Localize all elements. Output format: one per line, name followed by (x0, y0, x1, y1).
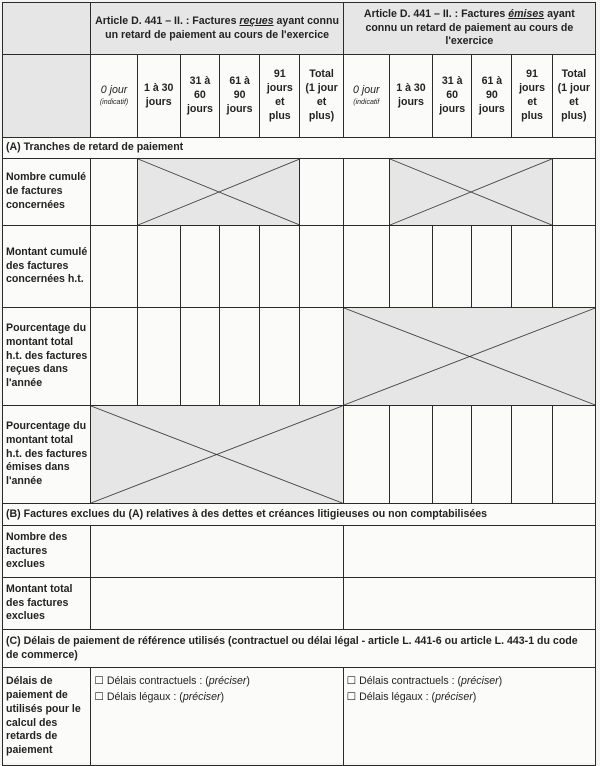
cell-received-pct-total[interactable] (300, 308, 343, 406)
col-received-61-90: 61 à 90 jours (220, 55, 260, 138)
cell-issued-pct-0[interactable] (343, 406, 389, 504)
col-issued-0-note: (indicatif (353, 99, 380, 107)
cell-received-pct-issued-crossed (91, 406, 343, 504)
option-text: Délais contractuels : ( (106, 675, 209, 687)
cell-received-pct-2[interactable] (180, 308, 219, 406)
checkbox-icon[interactable]: ☐ (94, 690, 104, 703)
cell-received-pct-4[interactable] (260, 308, 300, 406)
row-label-excluded-count: Nombre des factures exclues (3, 526, 91, 578)
checkbox-icon[interactable]: ☐ (346, 690, 357, 703)
section-a-title: (A) Tranches de retard de paiement (3, 138, 596, 159)
cell-issued-pct-2[interactable] (433, 406, 472, 504)
col-received-0-main: 0 jour (100, 84, 128, 97)
row-label-payment-terms: Délais de paiement de utilisés pour le calcul des retards de paiement (3, 668, 91, 766)
col-received-total: Total (1 jour et plus) (300, 55, 343, 138)
col-received-31-60: 31 à 60 jours (180, 55, 219, 138)
header-issued-suffix: ayant connu un retard de paiement au cours de l'exercice (365, 7, 575, 48)
cell-received-amount-1[interactable] (137, 226, 180, 308)
column-header-corner (3, 55, 91, 138)
header-received-prefix: Article D. 441 – II. : Factures (95, 14, 240, 27)
col-received-1-30: 1 à 30 jours (137, 55, 180, 138)
option-suffix: ) (246, 675, 250, 687)
col-issued-31-60: 31 à 60 jours (433, 55, 472, 138)
section-c-title: (C) Délais de paiement de référence utilisés (contractuel ou délai légal - article L. 441-6 ou article L. 443-1 du code de commerce) (3, 630, 596, 668)
cell-issued-pct-4[interactable] (512, 406, 552, 504)
option-emph: préciser (182, 690, 221, 703)
option-text: Délais contractuels : ( (359, 675, 461, 687)
option-text: Délais légaux : ( (359, 690, 436, 703)
cell-received-count-0[interactable] (91, 159, 137, 226)
row-label-amount: Montant cumulé des factures concernées h.t. (3, 226, 91, 308)
header-received-suffix: ayant connu un retard de paiement au cours de l'exercice (105, 14, 339, 41)
header-issued-prefix: Article D. 441 – II. : Factures (363, 7, 509, 20)
cell-received-pct-3[interactable] (220, 308, 260, 406)
late-payment-table (2, 2, 596, 766)
cell-received-excluded-count[interactable] (91, 526, 343, 578)
checkbox-icon[interactable]: ☐ (346, 675, 357, 687)
header-issued-emph: émises (508, 7, 545, 20)
row-label-pct-issued: Pourcentage du montant total h.t. des factures émises dans l'année (3, 406, 91, 504)
cell-issued-count-total[interactable] (552, 159, 595, 226)
cross-out-mark (390, 159, 552, 225)
option-emph: préciser (460, 675, 499, 687)
cell-received-pct-1[interactable] (137, 308, 180, 406)
cell-received-excluded-amount[interactable] (91, 578, 343, 630)
col-issued-0-day (343, 55, 389, 138)
cell-received-amount-total[interactable] (300, 226, 343, 308)
cell-received-count-total[interactable] (300, 159, 343, 226)
col-issued-total: Total (1 jour et plus) (552, 55, 595, 138)
header-received-emph: reçues (239, 14, 274, 27)
option-emph: préciser (208, 675, 247, 687)
row-label-count: Nombre cumulé de factures concernées (3, 159, 91, 226)
issued-option-legal[interactable] (347, 690, 592, 706)
cross-out-mark (344, 308, 595, 405)
cell-issued-pct-received-crossed (343, 308, 595, 406)
option-suffix: ) (220, 690, 225, 703)
cell-received-count-crossed (137, 159, 300, 226)
col-issued-91-plus: 91 jours et plus (512, 55, 552, 138)
document-page (2, 2, 596, 763)
cell-received-pct-0[interactable] (91, 308, 137, 406)
cell-issued-amount-4[interactable] (512, 226, 552, 308)
option-suffix: ) (498, 675, 503, 687)
cell-received-amount-3[interactable] (220, 226, 260, 308)
cell-issued-amount-2[interactable] (433, 226, 472, 308)
col-received-91-plus: 91 jours et plus (260, 55, 300, 138)
cell-issued-amount-0[interactable] (343, 226, 389, 308)
cell-received-amount-2[interactable] (180, 226, 219, 308)
section-b-title: (B) Factures exclues du (A) relatives à des dettes et créances litigieuses ou non comptabilisées (3, 504, 596, 526)
checkbox-icon[interactable]: ☐ (94, 675, 104, 687)
header-corner (3, 3, 91, 55)
cross-out-mark (91, 406, 342, 503)
option-suffix: ) (472, 690, 477, 703)
col-issued-0-main: 0 jour (353, 84, 380, 97)
issued-terms-options (343, 668, 595, 766)
received-option-legal[interactable] (94, 690, 339, 706)
cell-issued-excluded-amount[interactable] (343, 578, 595, 630)
cell-issued-pct-1[interactable] (389, 406, 432, 504)
cell-issued-pct-3[interactable] (472, 406, 512, 504)
cell-issued-pct-total[interactable] (552, 406, 595, 504)
cell-issued-count-crossed (389, 159, 552, 226)
row-label-pct-received: Pourcentage du montant total h.t. des factures reçues dans l'année (3, 308, 91, 406)
issued-option-contractual[interactable] (347, 674, 592, 690)
cell-received-amount-0[interactable] (91, 226, 137, 308)
received-terms-options (91, 668, 343, 766)
header-received (91, 3, 343, 55)
cell-received-amount-4[interactable] (260, 226, 300, 308)
cell-issued-amount-1[interactable] (389, 226, 432, 308)
cell-issued-amount-3[interactable] (472, 226, 512, 308)
row-label-excluded-amount: Montant total des factures exclues (3, 578, 91, 630)
cross-out-mark (138, 159, 300, 225)
col-received-0-note: (indicatif) (99, 99, 129, 107)
cell-issued-excluded-count[interactable] (343, 526, 595, 578)
option-emph: préciser (435, 690, 473, 703)
header-issued (343, 3, 595, 55)
cell-issued-count-0[interactable] (343, 159, 389, 226)
col-issued-1-30: 1 à 30 jours (389, 55, 432, 138)
received-option-contractual[interactable] (94, 674, 339, 690)
cell-issued-amount-total[interactable] (552, 226, 595, 308)
option-text: Délais légaux : ( (106, 690, 183, 703)
col-issued-61-90: 61 à 90 jours (472, 55, 512, 138)
col-received-0-day (91, 55, 137, 138)
